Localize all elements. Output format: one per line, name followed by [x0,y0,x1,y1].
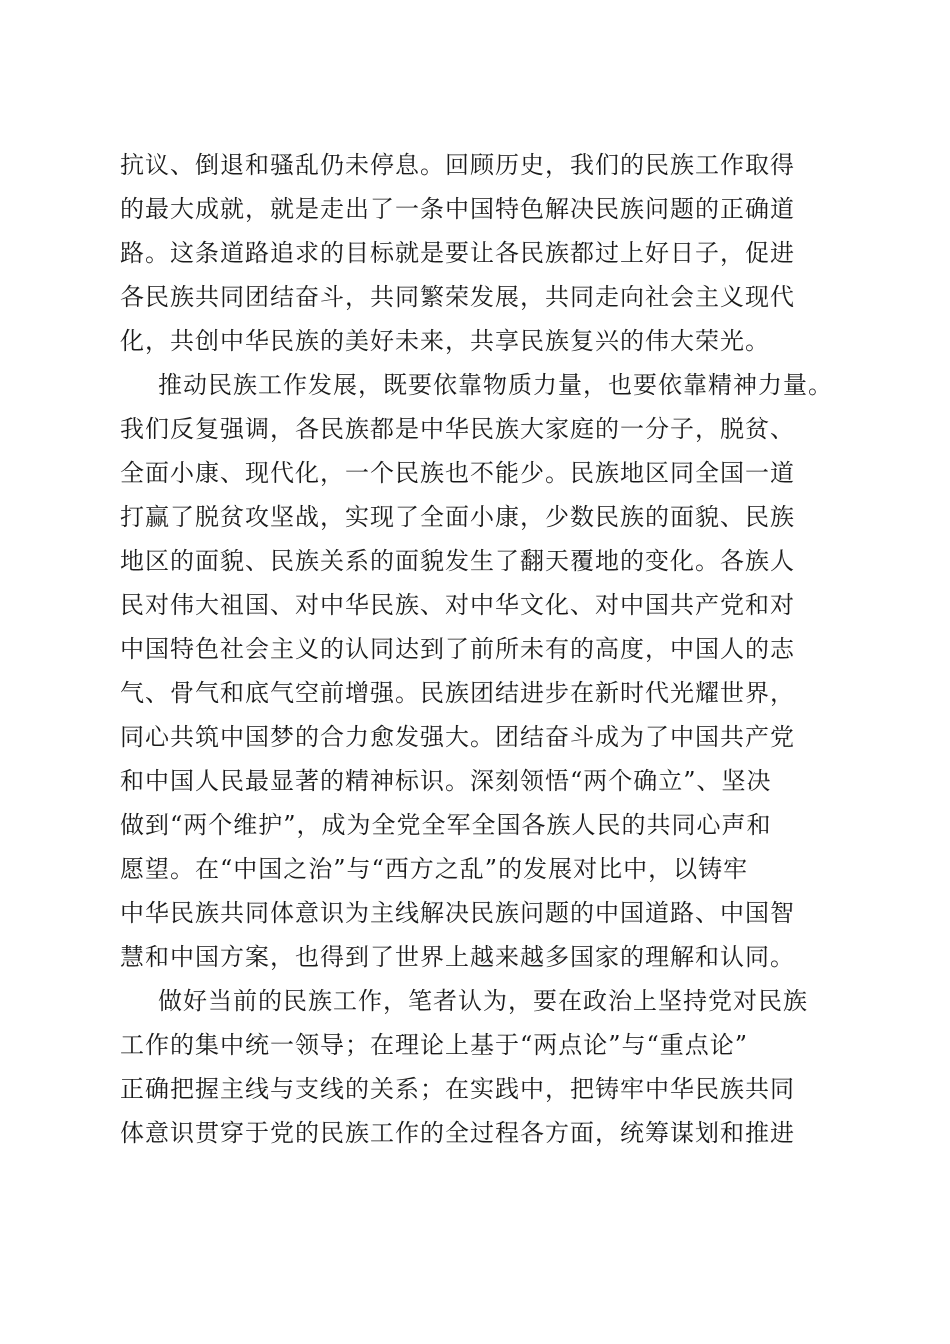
text-line: 抗议、倒退和骚乱仍未停息。回顾历史，我们的民族工作取得 [120,151,795,179]
text-line: 的最大成就，就是走出了一条中国特色解决民族问题的正确道 [120,195,795,223]
text-line: 化，共创中华民族的美好未来，共享民族复兴的伟大荣光。 [120,327,770,355]
text-line: 我们反复强调，各民族都是中华民族大家庭的一分子，脱贫、 [120,415,795,443]
text-line: 路。这条道路追求的目标就是要让各民族都过上好日子，促进 [120,239,795,267]
text-line: 和中国人民最显著的精神标识。深刻领悟“两个确立”、坚决 [120,767,772,795]
text-line: 中国特色社会主义的认同达到了前所未有的高度，中国人的志 [120,635,795,663]
paragraph-first-line: 推动民族工作发展，既要依靠物质力量，也要依靠精神力量。 [158,371,833,399]
text-line: 各民族共同团结奋斗，共同繁荣发展，共同走向社会主义现代 [120,283,795,311]
text-line: 打赢了脱贫攻坚战，实现了全面小康，少数民族的面貌、民族 [120,503,795,531]
text-line: 正确把握主线与支线的关系；在实践中，把铸牢中华民族共同 [120,1075,795,1103]
text-line: 做到“两个维护”，成为全党全军全国各族人民的共同心声和 [120,811,772,839]
body-text [120,143,840,1155]
text-line: 慧和中国方案，也得到了世界上越来越多国家的理解和认同。 [120,943,795,971]
text-line: 民对伟大祖国、对中华民族、对中华文化、对中国共产党和对 [120,591,795,619]
text-line: 地区的面貌、民族关系的面貌发生了翻天覆地的变化。各族人 [120,547,795,575]
text-line: 中华民族共同体意识为主线解决民族问题的中国道路、中国智 [120,899,795,927]
text-line: 体意识贯穿于党的民族工作的全过程各方面，统筹谋划和推进 [120,1119,795,1147]
text-line: 同心共筑中国梦的合力愈发强大。团结奋斗成为了中国共产党 [120,723,795,751]
paragraph-first-line: 做好当前的民族工作，笔者认为，要在政治上坚持党对民族 [158,987,808,1015]
text-line: 工作的集中统一领导；在理论上基于“两点论”与“重点论” [120,1031,749,1059]
text-line: 气、骨气和底气空前增强。民族团结进步在新时代光耀世界， [120,679,795,707]
text-line: 全面小康、现代化，一个民族也不能少。民族地区同全国一道 [120,459,795,487]
text-line: 愿望。在“中国之治”与“西方之乱”的发展对比中，以铸牢 [120,855,749,883]
